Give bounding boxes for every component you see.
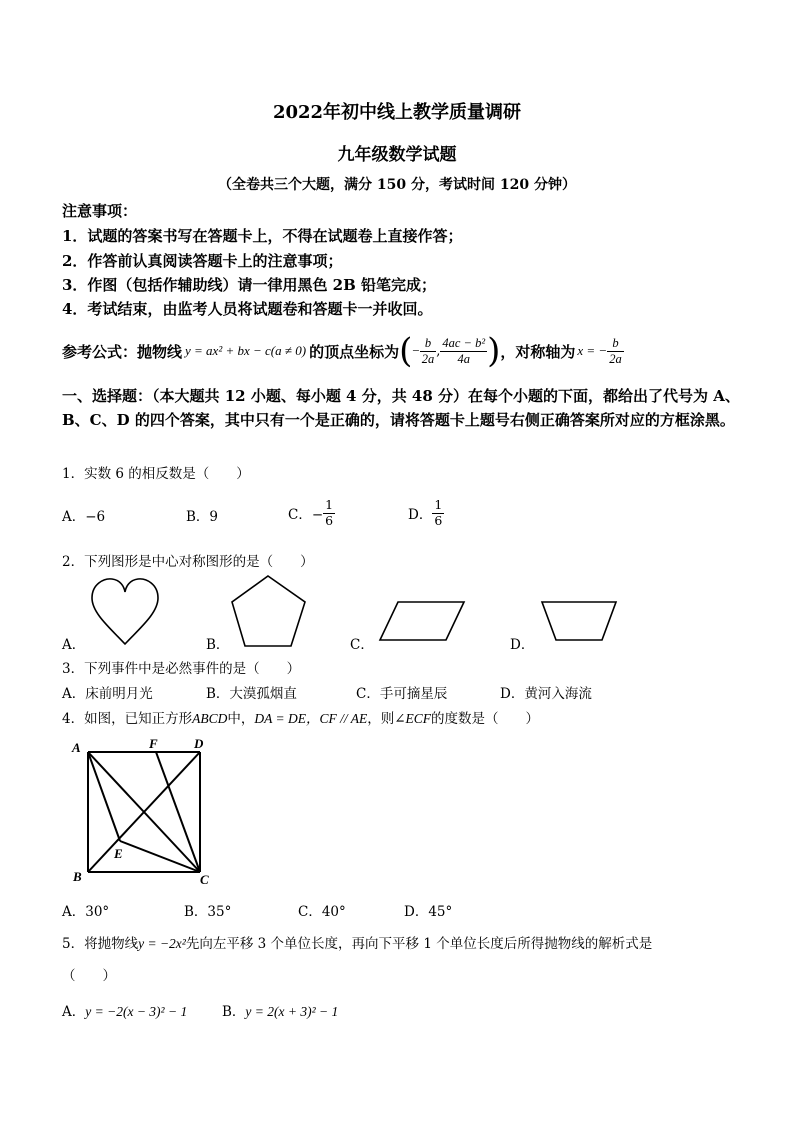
- formula-right-paren: ): [487, 331, 501, 371]
- q3-stem: 3．下列事件中是必然事件的是（ ）: [62, 661, 301, 677]
- label-a: A: [72, 740, 81, 755]
- q1-stem: 1．实数 6 的相反数是（ ）: [62, 466, 250, 482]
- note-item-3: 3．作图（包括作辅助线）请一律用黑色 2B 铅笔完成；: [62, 276, 436, 294]
- q3-option-a: A．床前明月光: [62, 686, 153, 702]
- heart-shape: [90, 578, 160, 646]
- q2-option-a: A．: [62, 637, 86, 653]
- formula-left-paren: (: [399, 331, 413, 371]
- label-b: B: [73, 869, 82, 884]
- exam-title: 2022年初中线上教学质量调研: [272, 102, 522, 123]
- q5-paren: （ ）: [62, 968, 116, 984]
- notes-heading: 注意事项：: [62, 202, 138, 220]
- trapezoid-shape: [540, 600, 618, 642]
- note-item-1: 1．试题的答案书写在答题卡上，不得在试题卷上直接作答；: [62, 227, 463, 245]
- q3-option-c: C．手可摘星辰: [356, 686, 448, 702]
- q2-option-c: C．: [350, 637, 374, 653]
- label-d: D: [194, 736, 204, 751]
- q1-option-d: D． $\frac{1}{6}$: [408, 497, 443, 528]
- axis-lhs: x = −: [577, 343, 608, 358]
- q4-stem: 4．如图，已知正方形ABCD中，DA = DE，CF // AE，则∠ECF的度数是（ ）: [62, 711, 540, 727]
- formula-equation: y = ax² + bx − c(a ≠ 0): [185, 343, 307, 358]
- exam-info: （全卷共三个大题，满分 150 分，考试时间 120 分钟）: [218, 177, 576, 193]
- label-f: F: [149, 736, 158, 751]
- q4-option-d: D．45°: [404, 904, 453, 920]
- q3-option-b: B．大漠孤烟直: [206, 686, 297, 702]
- q4-square-figure: [70, 738, 220, 888]
- q1-option-c: C．− $\frac{1}{6}$: [288, 497, 334, 528]
- formula-mid: 的顶点坐标为: [309, 342, 400, 361]
- formula-axis-text: ，对称轴为: [500, 342, 576, 361]
- q4-option-b: B．35°: [184, 904, 232, 920]
- note-item-2: 2．作答前认真阅读答题卡上的注意事项；: [62, 252, 343, 270]
- q4-option-c: C．40°: [298, 904, 346, 920]
- q4-option-a: A．30°: [62, 904, 110, 920]
- reference-formula: 参考公式：抛物线 y = ax² + bx − c(a ≠ 0) 的顶点坐标为 ( − $\frac{b}{2a}$ , $\frac{\text{4ac − b²}}{4a}$ ) ，对称轴为 x = − $\frac{b}{2a}$: [62, 331, 622, 371]
- parallelogram-shape: [378, 600, 468, 642]
- note-item-4: 4．考试结束，由监考人员将试题卷和答题卡一并收回。: [62, 300, 433, 318]
- formula-prefix: 参考公式：抛物线: [62, 342, 183, 361]
- label-e: E: [114, 846, 123, 861]
- q3-option-d: D．黄河入海流: [500, 686, 592, 702]
- q5-stem: 5．将抛物线y = −2x²先向左平移 3 个单位长度，再向下平移 1 个单位长度后所得抛物线的解析式是: [62, 936, 653, 952]
- exam-subtitle: 九年级数学试题: [337, 145, 457, 165]
- section-1-instructions: 一、选择题：（本大题共 12 小题、每小题 4 分，共 48 分）在每个小题的下面，都给出了代号为 A、B、C、D 的四个答案，其中只有一个是正确的，请将答题卡上题号右侧正确答案所对应的方框涂黑。: [62, 387, 740, 429]
- q5-option-b: B．y = 2(x + 3)² − 1: [222, 1004, 339, 1020]
- vertex-y-fraction: $\frac{\text{4ac − b²}}{4a}$: [442, 336, 486, 366]
- q1-option-b: B．9: [186, 509, 219, 525]
- axis-fraction: $\frac{b}{2a}$: [609, 336, 622, 366]
- q2-option-d: D．: [510, 637, 535, 653]
- q5-option-a: A．y = −2(x − 3)² − 1: [62, 1004, 188, 1020]
- label-c: C: [200, 872, 209, 887]
- q1-option-a: A．−6: [62, 509, 106, 525]
- pentagon-shape: [230, 574, 310, 648]
- q2-option-b: B．: [206, 637, 230, 653]
- q2-stem: 2．下列图形是中心对称图形的是（ ）: [62, 554, 314, 570]
- vertex-x-fraction: $\frac{b}{2a}$: [421, 336, 435, 366]
